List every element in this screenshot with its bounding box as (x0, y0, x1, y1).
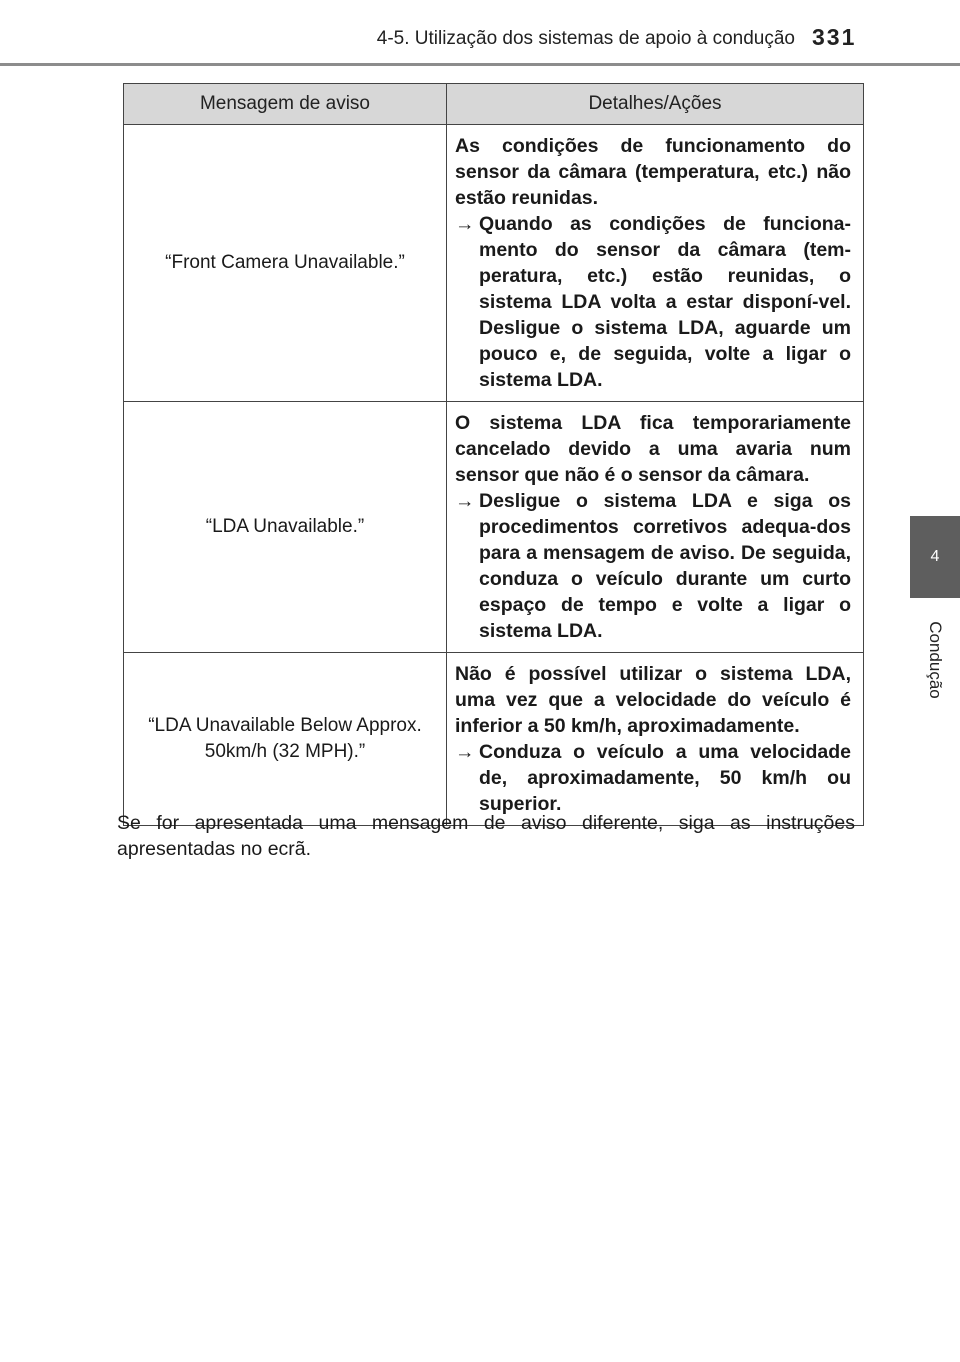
details-cell (447, 653, 864, 826)
page-number: 331 (812, 24, 857, 50)
chapter-label (910, 605, 960, 715)
warning-message-text: “LDA Unavailable Below Approx. 50km/h (32 MPH).” (148, 715, 422, 762)
column-header-message: Mensagem de aviso (124, 84, 447, 125)
warning-message-text: “LDA Unavailable.” (205, 516, 365, 537)
table-row (124, 125, 864, 402)
table-row (124, 653, 864, 826)
chapter-tab[interactable] (910, 516, 960, 598)
column-header-details: Detalhes/Ações (447, 84, 864, 125)
details-cell (447, 125, 864, 402)
chapter-number: 4 (930, 548, 940, 565)
action-item (455, 488, 851, 644)
warning-message-text: “Front Camera Unavailable.” (165, 252, 405, 273)
arrow-icon: → (455, 741, 475, 763)
arrow-icon: → (455, 490, 475, 512)
warning-message-cell (124, 653, 447, 826)
warning-message-cell (124, 402, 447, 653)
header-divider (0, 63, 960, 66)
action-text: Conduza o veículo a uma velocidade de, aproximadamente, 50 km/h ou superior. (479, 741, 851, 815)
warning-messages-table (123, 83, 864, 826)
detail-text: O sistema LDA fica temporariamente cancelado devido a uma avaria num sensor que não é o sensor da câmara. (455, 412, 851, 486)
chapter-label-text: Condução (926, 621, 946, 699)
table-header-row (124, 84, 864, 125)
detail-text: As condições de funcionamento do sensor da câmara (temperatura, etc.) não estão reunidas. (455, 135, 851, 209)
details-cell (447, 402, 864, 653)
section-title: 4-5. Utilização dos sistemas de apoio à condução (376, 28, 795, 49)
action-text: Desligue o sistema LDA e siga os procedimentos corretivos adequa-dos para a mensagem de aviso. De seguida, conduza o veículo durante um curto espaço de tempo e volte a ligar o sistema LDA. (479, 490, 851, 642)
table-row (124, 402, 864, 653)
action-item (455, 739, 851, 817)
action-text: Quando as condições de funciona-mento do sensor da câmara (tem-peratura, etc.) estão reunidas, o sistema LDA volta a estar disponí-vel. Desligue o sistema LDA, aguarde um pouco e, de seguida, volte a ligar o sistema LDA. (479, 213, 851, 391)
warning-message-cell (124, 125, 447, 402)
action-item (455, 211, 851, 393)
arrow-icon: → (455, 213, 475, 235)
detail-text: Não é possível utilizar o sistema LDA, uma vez que a velocidade do veículo é inferior a 50 km/h, aproximadamente. (455, 663, 851, 737)
instruction-note: Se for apresentada uma mensagem de aviso diferente, siga as instruções apresentadas no ecrã. (117, 812, 855, 860)
